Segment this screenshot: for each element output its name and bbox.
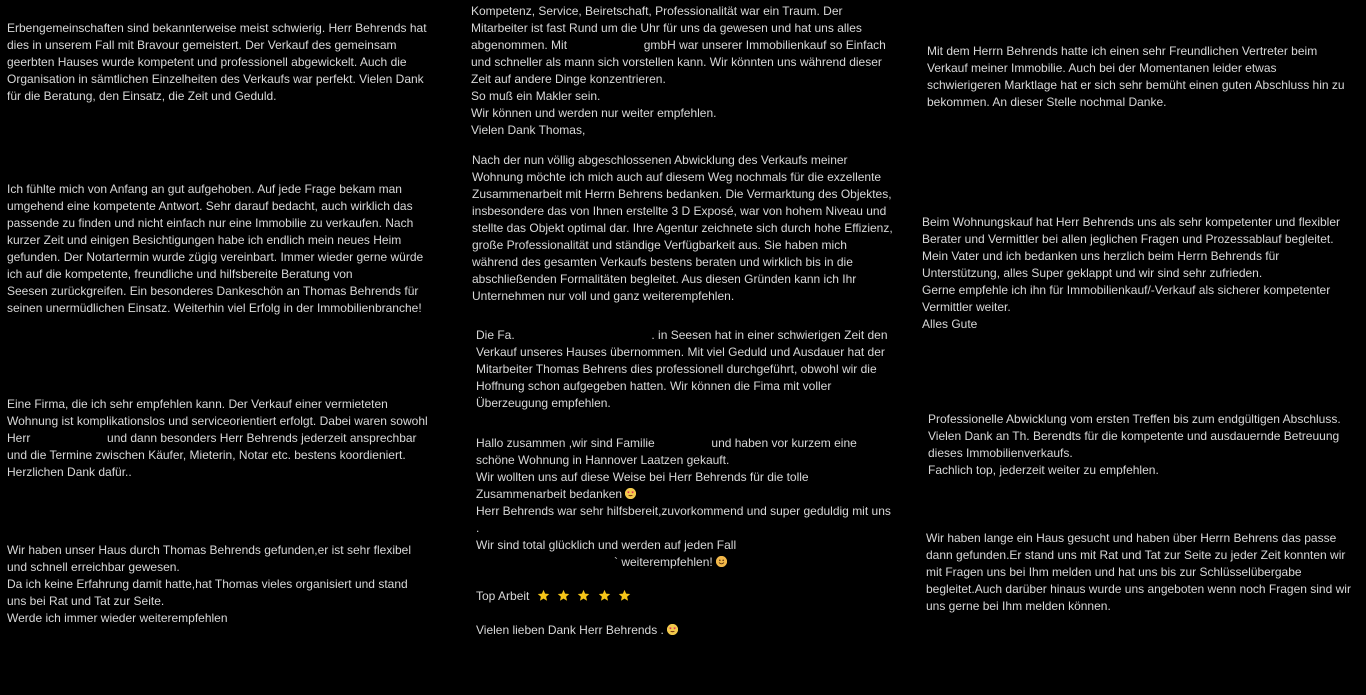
review-line-text: Wir wollten uns auf diese Weise bei Herr Behrends für die tolle Zusammenarbeit bedanken bbox=[476, 470, 809, 501]
review-text: Hallo zusammen ,wir sind Familie und haben vor kurzem eine schöne Wohnung in Hannover Laatzen gekauft. bbox=[476, 436, 861, 467]
review-line: Wir haben unser Haus durch Thomas Behrends gefunden,er ist sehr flexibel und schnell erreichbar gewesen. bbox=[7, 543, 411, 574]
review-line: Alles Gute bbox=[922, 317, 978, 331]
review-text: Mit dem Herrn Behrends hatte ich einen sehr Freundlichen Vertreter beim Verkauf meiner Immobilie. Auch bei der Momentanen leider etwas schwierigeren Marktlage hat er sich sehr bemüht einen guten Abschluss hin zu bekommen. An dieser Stelle nochmal Danke. bbox=[927, 44, 1345, 109]
review-freundlicher-vertreter bbox=[927, 43, 1352, 111]
review-vermietete-wohnung bbox=[7, 396, 437, 481]
review-line bbox=[476, 554, 896, 571]
review-text: Wir haben lange ein Haus gesucht und haben über Herrn Behrens das passe dann gefunden.Er stand uns mit Rat und Tat zur Seite zu jeder Zeit konnten wir mit Fragen uns bei Ihm melden und hat uns bis zur Schlüsselübergabe begleitet.Auch darüber hinaus wurde uns angeboten wenn noch Fragen sind wir uns gerne bei Ihm melden können. bbox=[926, 531, 1351, 613]
review-haus-gefunden bbox=[7, 542, 417, 627]
review-haus-gesucht bbox=[926, 530, 1352, 615]
review-line: Vielen Dank an Th. Berendts für die kompetente und ausdauernde Betreuung dieses Immobilienverkaufs. bbox=[928, 429, 1340, 460]
review-line: Wir können und werden nur weiter empfehlen. bbox=[471, 106, 717, 120]
review-line: Vielen Dank Thomas, bbox=[471, 123, 586, 137]
review-kompetenz-service bbox=[471, 3, 893, 139]
review-anfang-gut-aufgehoben bbox=[7, 181, 453, 317]
review-line: Da ich keine Erfahrung damit hatte,hat Thomas vieles organisiert und stand uns bei Rat und Tat zur Seite. bbox=[7, 577, 408, 608]
star-emoji-icon bbox=[618, 589, 631, 602]
review-line: Fachlich top, jederzeit weiter zu empfehlen. bbox=[928, 463, 1159, 477]
review-line: Professionelle Abwicklung vom ersten Treffen bis zum endgültigen Abschluss. bbox=[928, 412, 1341, 426]
review-text: Erbengemeinschaften sind bekannterweise meist schwierig. Herr Behrends hat dies in unserem Fall mit Bravour gemeistert. Der Verkauf des gemeinsam geerbten Hauses wurde kompetent und professionell abgewickelt. Auch die Organisation in sämtlichen Einzelheiten des Verkaufs war perfekt. Vielen Dank für die Beratung, den Einsatz, die Zeit und Geduld. bbox=[7, 21, 427, 103]
review-text: Kompetenz, Service, Beiretschaft, Professionalität war ein Traum. Der Mitarbeiter ist fast Rund um die Uhr für uns da gewesen und hat uns alles abgenommen. Mit gmbH war unserer Immobilienkauf so Einfach und schneller als mann sich vorstellen kann. Wir könnten uns während dieser Zeit auf andere Dinge konzentrieren. bbox=[471, 4, 890, 86]
review-line-text: Vielen lieben Dank Herr Behrends . bbox=[476, 623, 664, 637]
review-line-text: ` weiterempfehlen! bbox=[614, 555, 713, 569]
review-text: Eine Firma, die ich sehr empfehlen kann. Der Verkauf einer vermieteten Wohnung ist komplikationslos und serviceorientiert erfolgt. Dabei waren sowohl Herr und dann besonders Herr Behrends jederzeit ansprechbar und die Termine zwischen Käufer, Mieterin, Notar etc. bestens koordieniert. Herzlichen Dank dafür.. bbox=[7, 397, 431, 479]
review-erbengemeinschaft bbox=[7, 20, 439, 105]
review-line: Wir sind total glücklich und werden auf jeden Fall bbox=[476, 538, 737, 552]
review-wohnungskauf bbox=[922, 214, 1347, 333]
review-seesen-haus bbox=[476, 327, 894, 412]
review-line bbox=[476, 588, 896, 605]
review-line: So muß ein Makler sein. bbox=[471, 89, 601, 103]
review-text: Nach der nun völlig abgeschlossenen Abwicklung des Verkaufs meiner Wohnung möchte ich mich auch auf diesem Weg nochmals für die exzellente Zusammenarbeit mit Herrn Behrens bedanken. Die Vermarktung des Objektes, insbesondere das von Ihnen erstellte 3 D Exposé, war von hohem Niveau und stellte das Objekt optimal dar. Ihre Agentur zeichnete sich durch hohe Effizienz, große Professionalität und ständige Verfügbarkeit aus. Sie haben mich während des gesamten Verkaufs bestens beraten und wirklich bis in die abschließenden Formalitäten begleitet. Aus diesen Gründen kann ich Ihr Unternehmen nur voll und ganz weiterempfehlen. bbox=[472, 153, 893, 303]
heart-eyes-emoji-icon bbox=[625, 488, 636, 499]
review-line: Werde ich immer wieder weiterempfehlen bbox=[7, 611, 228, 625]
review-line bbox=[476, 469, 896, 503]
review-line: Beim Wohnungskauf hat Herr Behrends uns als sehr kompetenter und flexibler Berater und Vermittler bei allen jeglichen Fragen und Prozessablauf begleitet. bbox=[922, 215, 1341, 246]
review-abwicklung-verkauf bbox=[472, 152, 896, 305]
review-professionelle-abwicklung bbox=[928, 411, 1353, 479]
star-emoji-icon bbox=[537, 589, 550, 602]
heart-eyes-emoji-icon bbox=[667, 624, 678, 635]
review-familie-hannover bbox=[476, 435, 896, 639]
review-text: Die Fa. . in Seesen hat in einer schwierigen Zeit den Verkauf unseres Hauses übernommen. Mit viel Geduld und Ausdauer hat der Mitarbeiter Thomas Behrens dies professionell durchgeführt, obwohl wir die Hoffnung schon aufgegeben hatten. Wir können die Fima mit voller Überzeugung empfehlen. bbox=[476, 328, 891, 410]
smiling-face-emoji-icon bbox=[716, 556, 727, 567]
review-line: Herr Behrends war sehr hilfsbereit,zuvorkommend und super geduldig mit uns . bbox=[476, 504, 891, 535]
star-emoji-icon bbox=[598, 589, 611, 602]
review-line: Gerne empfehle ich ihn für Immobilienkauf/-Verkauf als sicherer kompetenter Vermittler weiter. bbox=[922, 283, 1331, 314]
star-emoji-icon bbox=[577, 589, 590, 602]
review-text: Ich fühlte mich von Anfang an gut aufgehoben. Auf jede Frage bekam man umgehend eine kompetente Antwort. Sehr darauf bedacht, auch wirklich das passende zu finden und nicht einfach nur eine Immobilie zu verkaufen. Nach kurzer Zeit und einigen Besichtigungen habe ich endlich mein neues Heim gefunden. Der Notartermin wurde zügig vereinbart. Immer wieder gerne würde ich auf die kompetente, freundliche und hilfsbereite Beratung von Seesen zurückgreifen. Ein besonderes Dankeschön an Thomas Behrends für seinen unermüdlichen Einsatz. Weiterhin viel Erfolg in der Immobilienbranche! bbox=[7, 182, 453, 315]
star-emoji-icon bbox=[557, 589, 570, 602]
top-arbeit-label: Top Arbeit bbox=[476, 589, 530, 603]
review-line bbox=[476, 622, 896, 639]
review-line: Mein Vater und ich bedanken uns herzlich beim Herrn Behrends für Unterstützung, alles Super geklappt und wir sind sehr zufrieden. bbox=[922, 249, 1280, 280]
